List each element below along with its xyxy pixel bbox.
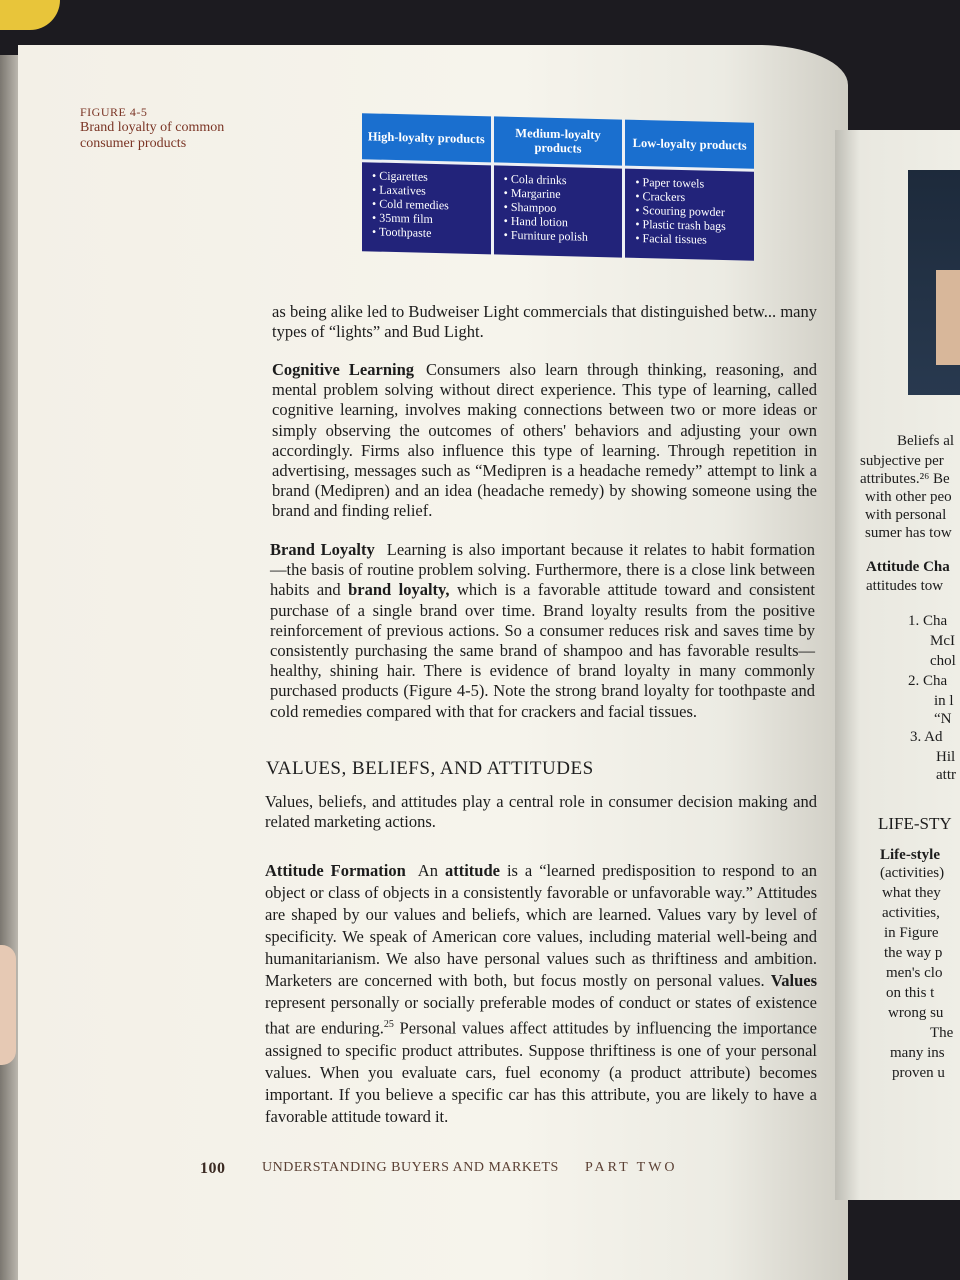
brand-loyalty-text-before: Learning is also important because it relates to habit formation—the basis of routine problem solving. Furthermore, there is a close link between habits and <box>270 540 815 600</box>
right-text-line: “N <box>934 711 952 727</box>
right-text-line: attr <box>936 767 956 783</box>
list-item: • 35mm film <box>380 211 485 228</box>
section-title: VALUES, BELIEFS, AND ATTITUDES <box>266 758 594 779</box>
attitude-text-1: An <box>417 861 438 880</box>
list-item: • Margarine <box>512 186 617 203</box>
attitude-term: attitude <box>444 861 500 880</box>
right-text-line: sumer has tow <box>865 525 952 541</box>
list-item: • Cola drinks <box>512 172 617 189</box>
right-text-line: activities, <box>882 905 940 921</box>
cognitive-learning-text: Consumers also learn through thinking, reasoning, and mental problem solving without direct experience. This type of learning, called cognitive learning, involves making connections between two or more ideas or simply observing the outcomes of others' behaviors and adjusting your own accordingly. Firms also influence this type of learning. Through repetition in advertising, messages such as “Medipren is a headache remedy” attempt to link a brand (Medipren) and an idea (headache remedy) by showing someone using the brand and finding relief. <box>272 360 818 521</box>
brand-loyalty-term: brand loyalty, <box>348 580 450 600</box>
list-item: • Shampoo <box>512 200 617 217</box>
figure-number: FIGURE 4-5 <box>80 105 148 119</box>
list-item: • Furniture polish <box>512 228 617 245</box>
right-text-line: (activities) <box>880 865 945 881</box>
list-item: • Facial tissues <box>643 231 748 248</box>
list-item: • Cigarettes <box>380 169 485 186</box>
page-number: 100 <box>200 1160 226 1177</box>
right-text-line: in Figure <box>884 925 939 941</box>
table-cell-low <box>625 169 754 261</box>
right-heading: Life-style <box>880 847 940 863</box>
right-text-line: McI <box>930 633 955 649</box>
right-text-line: with personal <box>865 507 947 523</box>
table-header-medium: Medium-loyalty products <box>494 116 623 165</box>
right-text-line: the way p <box>884 945 943 961</box>
right-text-line: in l <box>934 693 954 709</box>
right-text-line: 1. Cha <box>908 613 948 629</box>
right-section-title: LIFE-STY <box>878 814 952 833</box>
list-item: • Cold remedies <box>380 197 485 214</box>
right-text-line: 3. Ad <box>910 729 943 745</box>
brand-loyalty-heading: Brand Loyalty <box>270 540 375 559</box>
right-text-line: subjective per <box>860 453 944 469</box>
list-item: • Scouring powder <box>643 203 748 220</box>
right-text-line: Beliefs al <box>897 433 955 449</box>
cognitive-learning-heading: Cognitive Learning <box>272 360 415 379</box>
values-term: Values <box>770 971 817 990</box>
list-item: • Laxatives <box>380 183 485 200</box>
right-text-line: proven u <box>892 1065 945 1081</box>
brand-loyalty-paragraph <box>270 540 815 722</box>
list-item: • Toothpaste <box>380 225 485 242</box>
attitude-text-3: represent personally or socially preferable modes of conduct or states of existence that are enduring. <box>265 993 817 1038</box>
right-text-line: with other peo <box>865 489 952 505</box>
product-box-image <box>936 270 960 365</box>
list-item: • Plastic trash bags <box>643 217 748 234</box>
thumb <box>0 945 16 1065</box>
right-text-line: many ins <box>890 1045 945 1061</box>
right-text-line: wrong su <box>888 1005 944 1021</box>
right-text-line: attributes.²⁶ Be <box>860 471 950 487</box>
right-text-line: attitudes tow <box>866 578 944 594</box>
attitude-formation-paragraph <box>265 860 817 1128</box>
table-cell-medium <box>494 165 623 257</box>
list-item: • Paper towels <box>643 175 748 192</box>
attitude-text-2: is a “learned predisposition to respond to an object or class of objects in a consistently favorable or unfavorable way.” Attitudes are shaped by our values and beliefs, which are learned. Values vary by level of specificity. We speak of American core values, including material well-being and humanitarianism. We also have personal values such as thriftiness and ambition. Marketers are concerned with both, but focus mostly on personal values. <box>265 861 817 990</box>
attitude-formation-heading: Attitude Formation <box>265 861 406 880</box>
table-cell-high <box>362 162 491 254</box>
table-header-low: Low-loyalty products <box>625 120 754 169</box>
background-book-corner <box>0 0 60 30</box>
right-text-line: The <box>930 1025 954 1041</box>
brand-loyalty-table <box>362 113 754 261</box>
brand-loyalty-text-after: which is a favorable attitude toward and consistent purchase of a single brand over time. Brand loyalty results from the positive reinforcement of previous actions. So a consumer reduces risk and saves time by consistently purchasing the same brand of shampoo and has favorable results—healthy, shining hair. There is evidence of brand loyalty in many commonly purchased products (Figure 4-5). Note the strong brand loyalty for toothpaste and cold remedies compared with that for crackers and facial tissues. <box>270 580 816 721</box>
cognitive-learning-paragraph <box>272 360 817 522</box>
right-text-line: what they <box>882 885 941 901</box>
table-header-high: High-loyalty products <box>362 113 491 162</box>
right-heading: Attitude Cha <box>866 559 950 575</box>
figure-title: Brand loyalty of common consumer products <box>80 120 225 151</box>
figure-caption <box>80 104 250 152</box>
right-text-line: chol <box>930 653 956 669</box>
right-text-line: on this t <box>886 985 935 1001</box>
list-item: • Crackers <box>643 189 748 206</box>
attitude-text-4: Personal values affect attitudes by influencing the importance assigned to specific product attributes. Suppose thriftiness is one of your personal values. When you evaluate cars, fuel economy (a product attribute) becomes important. If you believe a specific car has this attribute, you are likely to have a favorable attitude toward it. <box>265 1018 817 1126</box>
intro-paragraph: as being alike led to Budweiser Light commercials that distinguished betw... many types of “lights” and Bud Light. <box>272 302 817 342</box>
section-intro: Values, beliefs, and attitudes play a central role in consumer decision making and related marketing actions. <box>265 792 817 832</box>
part-label: PART TWO <box>585 1160 678 1175</box>
right-text-line: 2. Cha <box>908 673 948 689</box>
right-text-line: men's clo <box>886 965 943 981</box>
running-title: UNDERSTANDING BUYERS AND MARKETS <box>262 1160 559 1175</box>
list-item: • Hand lotion <box>512 214 617 231</box>
footnote-marker: 25 <box>383 1019 394 1030</box>
right-text-line: Hil <box>936 749 956 765</box>
